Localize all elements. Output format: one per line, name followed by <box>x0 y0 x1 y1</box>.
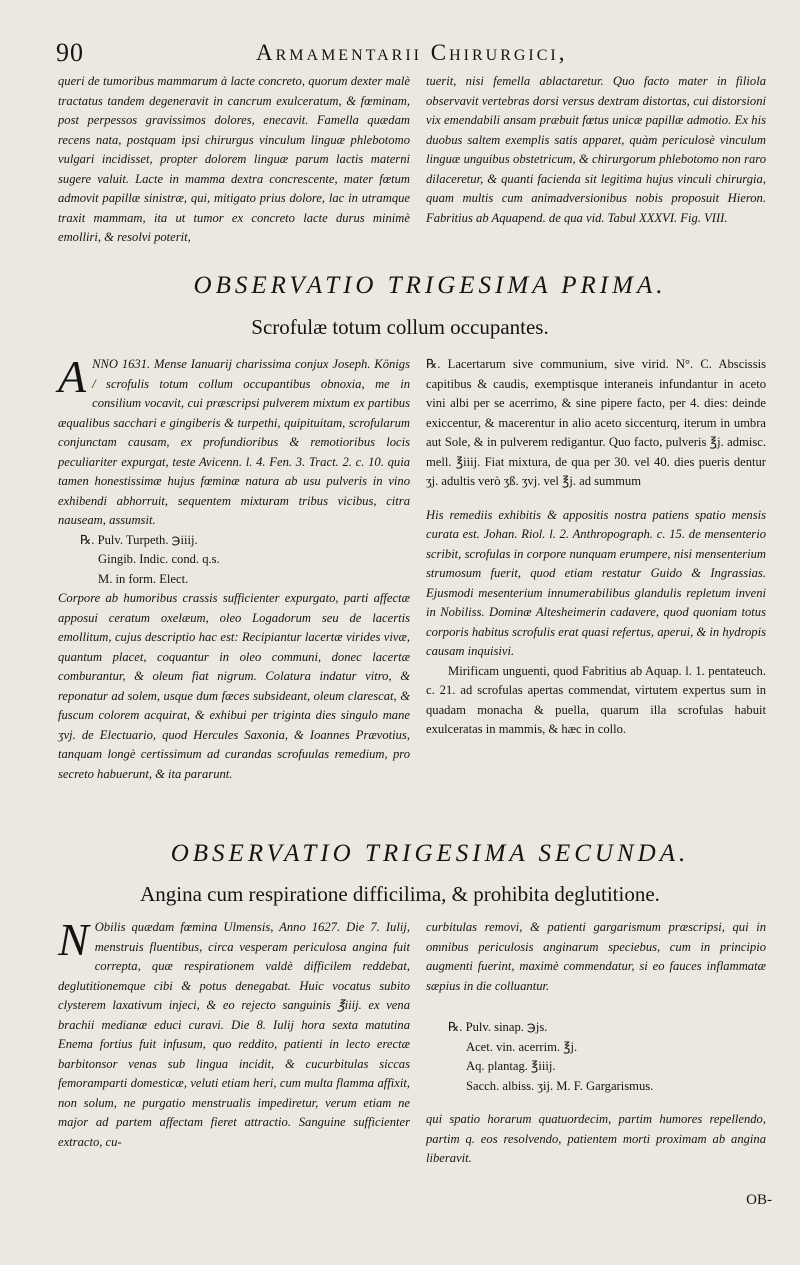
prescription-line: Aq. plantag. ℥iiij. <box>466 1059 556 1073</box>
catchword: OB- <box>746 1192 772 1208</box>
obs31-paragraph-1: NNO 1631. Mense Ianuarij charissima conjux Joseph. Königs / scrofulis totum collum occupantibus obnoxia, me in consilium vocavit, cui præscripsi pulverem mixtum ex partibus æqualibus sacchari e gingiberis & turpethi, quipituitam, scrofularum conjunctam causam, ex profundioribus & remotioribus locis peculiariter expurgat, teste Avicenn. l. 4. Fen. 3. Tract. 2. c. 10. quia tamen honestissimæ hujus fœminæ natura ab usu pulveris in vino exhibendi abhorruit, sequentem mixturam tribus vicibus, citra nauseam, assumsit. <box>58 357 410 527</box>
prescription-line: Sacch. albiss. ʒij. M. F. Gargarismus. <box>466 1078 654 1093</box>
page-number: 90 <box>56 38 84 67</box>
prescription-line: M. in form. Elect. <box>98 571 189 586</box>
prescription-line: ℞. Pulv. sinap. ℈js. <box>448 1020 548 1034</box>
obs31-left-column <box>58 351 410 784</box>
top-right-column <box>426 72 766 228</box>
obs32-title: OBSERVATIO TRIGESIMA SECUNDA. <box>170 840 690 867</box>
obs31-subtitle: Scrofulæ totum collum occupantes. <box>251 315 549 339</box>
running-title: Armamentarii Chirurgici, <box>256 40 568 65</box>
obs31-paragraph-3: His remediis exhibitis & appositis nostra patiens spatio mensis curata est. Johan. Riol. l. 2. Anthropograph. c. 15. de mensenterio scribit, scrofulas in corpore nunquam erumpere, nisi mensenterium strumosum fuerit, quod etiam restatur Guido & Ingrassias. Ejusmodi mesenterium innumerabilibus glandulis repletum inveni in Nobiliss. Dominæ Altesheimerin cadavere, quod quoniam totus corporis habitus scrofulis erat quasi refertus, aperui, & in hydropis causam inquisivi. <box>426 507 766 658</box>
obs32-paragraph-3: qui spatio horarum quatuordecim, partim humores repellendo, partim q. eos resolvendo, patientem morti proximam ab angina liberavit. <box>426 1112 766 1165</box>
top-left-paragraph: queri de tumoribus mammarum à lacte concreto, quorum dexter malè tractatus tandem degeneravit in cancrum exulceratum, & fœminam, post perpessos gravissimos dolores, enecavit. Famella quædam recens nata, postquam ipsi chirurgus vinculum linguæ phlebotomo vulgari incidisset, propter dolorem linguæ parum lactis materni sugere valuit. Lacte in mamma dextra concrescente, mater fœtum admovit papillæ sinistræ, qui, mitigato prius dolore, lac in utramque traxit mammam, ita ut tumor ex concreto lacte durus minimè emolliri, & resolvi poterit, <box>58 74 410 244</box>
obs32-subtitle: Angina cum respiratione difficilima, & prohibita deglutitione. <box>140 882 660 906</box>
obs31-recipe: ℞. Lacertarum sive communium, sive virid. N°. C. Abscissis capitibus & caudis, exemptisque interaneis infundantur in aceto vini albi per se acerrimo, & sine pipere facto, per 4. dies: deinde exiccentur, & macerentur in alio aceto siccenturq, iterum in umbra aut Sole, & in pulverem redigantur. Quo facto, pulveris ℥j. admisc. mell. ℥iiij. Fiat mixtura, de qua per 30. vel 40. dies pueris dentur ʒj. adultis verò ʒß. ʒvj. vel ℥j. ad summum <box>426 357 766 488</box>
obs32-paragraph-2: curbitulas removi, & patienti gargarismum præscripsi, qui in omnibus periculosis anginarum speciebus, cum in principio augmenti fuerint, maximè commendatur, si eo fauces inflammatæ sæpius in die colluantur. <box>426 920 766 993</box>
obs31-paragraph-4: Mirificam unguenti, quod Fabritius ab Aquap. l. 1. pentateuch. c. 21. ad scrofulas apertas commendat, virtutem expertus sum in quadam monacha & puella, quarum illa scrofulas habuit exulceratas in mammis, & hæc in collo. <box>426 663 766 736</box>
drop-cap: A <box>58 351 87 402</box>
prescription-line: Gingib. Indic. cond. q.s. <box>98 552 220 566</box>
top-right-paragraph: tuerit, nisi femella ablactaretur. Quo facto mater in filiola observavit vertebras dorsi versus dextram distortas, cui distorsioni vix emendabili ansam præbuit fœtus unicæ papillæ admotio. Ex his duobus saltem exemplis satis apparet, quàm periculosè vinculum linguæ unguibus obstetricum, & chirurgorum phlebotomo non raro dilaceretur, & quanti facienda sit legitima hujus vinculi chirurgia, quam multis cum animadversionibus nobis proposuit Hieron. Fabritius ab Aquapend. de qua vid. Tabul XXXVI. Fig. VIII. <box>426 74 766 225</box>
obs32-paragraph-1: Obilis quædam fœmina Ulmensis, Anno 1627. Die 7. Iulij, menstruis fluentibus, circa vesperam periculosa angina fuit correpta, quæ respirationem valdè difficilem reddebat, deglutitionemque cibi & potus denegabat. Huic vocatus subito clysterem laxativum injeci, & eo rejecto sanguinis ℥iiij. ex vena brachii medianæ educi curavi. Die 8. Iulij hora sexta matutina Enema fortius fuit infusum, quo reddito, patienti in lecto erectæ barbitonsor venas sub lingua incidit, & cucurbitulas siccas femoramparti domesticæ, veluti etiam heri, cum multa flamma affixit, non solum, ne purgatio menstrualis impediretur, verum etiam ne major ad partem affectam fieret attractio. Sanguine sufficienter extracto, cu- <box>58 920 410 1149</box>
obs31-title: OBSERVATIO TRIGESIMA PRIMA. <box>193 272 667 299</box>
prescription-line: ℞. Pulv. Turpeth. ℈iiij. <box>80 532 198 547</box>
prescription-line: Acet. vin. acerrim. ℥j. <box>466 1039 578 1054</box>
obs31-right-column <box>426 355 766 740</box>
top-left-column <box>58 72 410 248</box>
page-header <box>56 38 760 72</box>
obs32-right-column <box>426 918 766 1169</box>
drop-cap: N <box>58 914 89 965</box>
obs31-paragraph-2: Corpore ab humoribus crassis sufficienter expurgato, parti affectæ apposui ceratum oxelæum, oleo Logadorum seu de lacertis emollitum, cujus descriptio hac est: Recipiantur lacertæ virides vivæ, quantum placet, coquantur in oleo communi, donec lacertæ comburantur, & oleum fiat nigrum. Colatura indatur vitro, & reponatur ad solem, usque dum fæces subsideant, oleum clarescat, & fuscum colorem acquirat, & exhibui per triginta dies singulo mane ʒvj. de Electuario, quod Hercules Saxonia, & Ioannes Prævotius, tanquam longè certissimum ad curandas scrofuulas remedium, pro secreto habuerunt, & ita pararunt. <box>58 591 410 781</box>
obs32-left-column <box>58 914 410 1152</box>
